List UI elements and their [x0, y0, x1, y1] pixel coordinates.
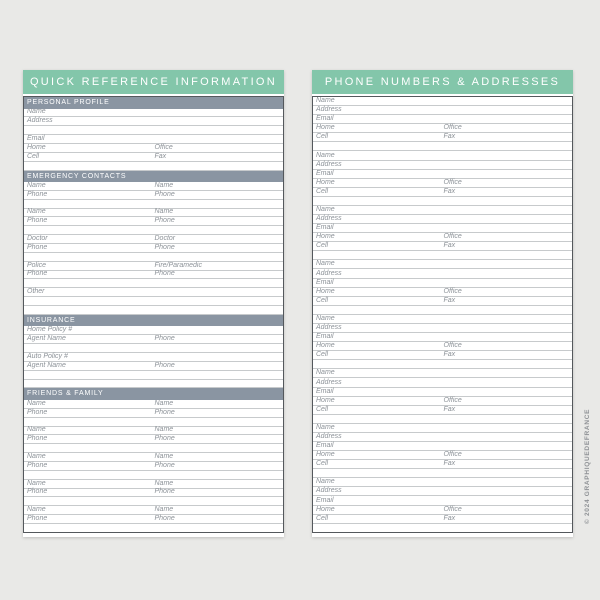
field-row	[313, 179, 572, 188]
field-row	[24, 262, 283, 271]
field-label-left: Home Policy #	[27, 326, 73, 334]
field-row	[24, 297, 283, 306]
field-label-left: Address	[316, 160, 342, 168]
field-row	[313, 433, 572, 442]
field-row	[24, 353, 283, 362]
field-label-left: Name	[316, 206, 335, 214]
field-row	[313, 206, 572, 215]
field-label-left: Phone	[27, 190, 48, 198]
field-row	[24, 371, 283, 380]
field-label-left: Address	[27, 117, 53, 125]
field-row	[24, 235, 283, 244]
field-label-left: Home	[316, 233, 335, 241]
field-label-left: Email	[316, 333, 334, 341]
field-row	[24, 279, 283, 288]
field-row	[24, 471, 283, 480]
field-row	[24, 306, 283, 315]
field-row	[313, 460, 572, 469]
field-label-left: Phone	[27, 270, 48, 278]
field-row	[24, 409, 283, 418]
field-label-left: Address	[316, 378, 342, 386]
field-label-right: Office	[443, 342, 462, 350]
field-label-right: Office	[443, 396, 462, 404]
field-label-left: Agent Name	[27, 361, 66, 369]
field-row	[24, 217, 283, 226]
field-row	[313, 188, 572, 197]
field-label-left: Phone	[27, 461, 48, 469]
field-label-left: Email	[316, 496, 334, 504]
field-row	[24, 271, 283, 280]
field-label-right: Phone	[154, 408, 175, 416]
field-row	[313, 251, 572, 260]
field-label-left: Name	[27, 208, 46, 216]
field-label-left: Cell	[316, 514, 329, 522]
field-label-right: Phone	[154, 217, 175, 225]
field-row	[313, 315, 572, 324]
quick-reference-table	[23, 96, 284, 533]
field-label-left: Cell	[316, 242, 329, 250]
field-label-right: Phone	[154, 461, 175, 469]
field-label-left: Email	[316, 442, 334, 450]
field-row	[24, 489, 283, 498]
field-label-right: Office	[443, 178, 462, 186]
field-row	[313, 115, 572, 124]
field-row	[313, 496, 572, 505]
field-label-right: Name	[154, 506, 174, 514]
field-label-left: Cell	[316, 405, 329, 413]
field-row	[313, 478, 572, 487]
field-label-left: Name	[27, 426, 46, 434]
field-label-right: Office	[443, 451, 462, 459]
section-header: FRIENDS & FAMILY	[24, 388, 283, 400]
field-label-left: Home	[27, 143, 46, 151]
field-row	[313, 124, 572, 133]
section-header: PERSONAL PROFILE	[24, 97, 283, 109]
field-label-left: Cell	[316, 351, 329, 359]
field-row	[313, 97, 572, 106]
field-label-left: Address	[316, 487, 342, 495]
field-row	[313, 161, 572, 170]
field-row	[313, 415, 572, 424]
field-label-right: Phone	[154, 270, 175, 278]
field-row	[313, 279, 572, 288]
field-row	[313, 342, 572, 351]
field-row	[24, 335, 283, 344]
field-row	[313, 260, 572, 269]
left-page-title: QUICK REFERENCE INFORMATION	[23, 70, 284, 94]
field-row	[313, 224, 572, 233]
field-label-left: Home	[316, 287, 335, 295]
field-label-left: Name	[316, 151, 335, 159]
field-label-right: Name	[154, 399, 174, 407]
field-label-left: Email	[316, 387, 334, 395]
field-label-right: Name	[154, 452, 174, 460]
field-row	[24, 380, 283, 389]
field-row	[24, 144, 283, 153]
field-label-left: Email	[316, 169, 334, 177]
field-row	[24, 117, 283, 126]
field-label-right: Doctor	[154, 235, 176, 243]
field-label-left: Address	[316, 106, 342, 114]
field-label-left: Email	[316, 115, 334, 123]
field-row	[24, 244, 283, 253]
field-label-left: Name	[316, 478, 335, 486]
field-row	[313, 197, 572, 206]
field-label-right: Phone	[154, 435, 175, 443]
field-label-left: Cell	[316, 460, 329, 468]
field-label-right: Fax	[443, 351, 456, 359]
field-label-left: Cell	[27, 152, 40, 160]
field-label-left: Phone	[27, 514, 48, 522]
field-label-left: Name	[316, 314, 335, 322]
field-label-left: Phone	[27, 217, 48, 225]
field-row	[313, 406, 572, 415]
field-row	[24, 126, 283, 135]
field-label-right: Name	[154, 426, 174, 434]
field-label-right: Phone	[154, 190, 175, 198]
field-label-left: Name	[316, 369, 335, 377]
field-row	[24, 200, 283, 209]
field-row	[24, 109, 283, 118]
field-label-left: Doctor	[27, 235, 48, 243]
field-row	[313, 397, 572, 406]
field-label-right: Name	[154, 208, 174, 216]
field-row	[24, 191, 283, 200]
field-row	[313, 388, 572, 397]
field-row	[313, 351, 572, 360]
field-row	[313, 288, 572, 297]
field-row	[24, 288, 283, 297]
field-row	[313, 360, 572, 369]
right-page	[312, 70, 573, 537]
field-label-right: Office	[443, 505, 462, 513]
field-row	[313, 378, 572, 387]
field-row	[313, 442, 572, 451]
field-label-right: Phone	[154, 243, 175, 251]
field-label-right: Fax	[443, 460, 456, 468]
field-row	[313, 170, 572, 179]
field-label-left: Cell	[316, 296, 329, 304]
field-row	[24, 135, 283, 144]
field-label-right: Office	[443, 287, 462, 295]
field-row	[313, 324, 572, 333]
field-label-right: Phone	[154, 335, 175, 343]
field-row	[313, 215, 572, 224]
field-row	[313, 297, 572, 306]
field-label-left: Name	[27, 452, 46, 460]
field-label-left: Address	[316, 432, 342, 440]
field-label-right: Phone	[154, 488, 175, 496]
field-row	[313, 151, 572, 160]
field-row	[24, 497, 283, 506]
field-label-left: Other	[27, 288, 45, 296]
field-row	[313, 142, 572, 151]
field-row	[313, 515, 572, 524]
field-row	[313, 369, 572, 378]
field-label-left: Address	[316, 324, 342, 332]
field-label-left: Cell	[316, 187, 329, 195]
field-label-left: Name	[27, 108, 46, 116]
field-label-right: Fax	[443, 187, 456, 195]
field-label-left: Address	[316, 269, 342, 277]
field-row	[24, 153, 283, 162]
field-label-left: Name	[316, 423, 335, 431]
field-row	[313, 333, 572, 342]
field-label-right: Office	[154, 143, 173, 151]
field-label-left: Name	[27, 181, 46, 189]
field-label-left: Home	[316, 396, 335, 404]
field-row	[24, 362, 283, 371]
field-label-left: Auto Policy #	[27, 352, 68, 360]
field-row	[313, 269, 572, 278]
field-label-left: Home	[316, 342, 335, 350]
field-label-left: Address	[316, 215, 342, 223]
field-label-right: Fax	[443, 296, 456, 304]
field-label-right: Fax	[154, 152, 167, 160]
field-row	[24, 182, 283, 191]
field-label-right: Name	[154, 479, 174, 487]
field-row	[24, 326, 283, 335]
field-row	[24, 418, 283, 427]
field-label-right: Fax	[443, 242, 456, 250]
field-row	[24, 462, 283, 471]
field-row	[24, 506, 283, 515]
field-row	[313, 524, 572, 532]
field-row	[313, 242, 572, 251]
field-label-right: Phone	[154, 361, 175, 369]
field-label-left: Phone	[27, 435, 48, 443]
field-label-left: Email	[316, 278, 334, 286]
field-row	[313, 133, 572, 142]
field-label-left: Home	[316, 178, 335, 186]
field-row	[24, 344, 283, 353]
field-label-left: Name	[27, 479, 46, 487]
field-label-left: Phone	[27, 488, 48, 496]
field-row	[313, 451, 572, 460]
field-label-left: Name	[316, 97, 335, 105]
field-row	[24, 524, 283, 532]
field-label-left: Police	[27, 261, 47, 269]
field-label-left: Phone	[27, 243, 48, 251]
field-row	[313, 469, 572, 478]
field-row	[313, 306, 572, 315]
field-row	[24, 253, 283, 262]
field-row	[24, 435, 283, 444]
field-row	[24, 209, 283, 218]
field-label-right: Fax	[443, 514, 456, 522]
field-row	[313, 106, 572, 115]
section-header: INSURANCE	[24, 315, 283, 327]
right-page-title: PHONE NUMBERS & ADDRESSES	[312, 70, 573, 94]
field-label-left: Email	[316, 224, 334, 232]
field-row	[24, 444, 283, 453]
field-label-left: Name	[27, 399, 46, 407]
field-row	[24, 400, 283, 409]
field-label-right: Phone	[154, 514, 175, 522]
field-label-right: Fax	[443, 405, 456, 413]
field-label-left: Home	[316, 451, 335, 459]
field-label-left: Agent Name	[27, 335, 66, 343]
field-row	[24, 226, 283, 235]
field-label-right: Office	[443, 233, 462, 241]
field-row	[313, 424, 572, 433]
field-label-right: Fire/Paramedic	[154, 261, 202, 269]
field-label-left: Home	[316, 124, 335, 132]
field-label-left: Phone	[27, 408, 48, 416]
left-page	[23, 70, 284, 537]
copyright-vertical-text: © 2024 GRAPHIQUEDEFRANCE	[584, 408, 591, 524]
field-row	[24, 480, 283, 489]
field-row	[313, 506, 572, 515]
field-row	[24, 427, 283, 436]
phone-address-table	[312, 96, 573, 533]
field-row	[24, 162, 283, 171]
field-label-left: Home	[316, 505, 335, 513]
field-label-left: Cell	[316, 133, 329, 141]
field-row	[313, 233, 572, 242]
field-row	[24, 515, 283, 524]
field-label-left: Email	[27, 134, 45, 142]
field-row	[313, 487, 572, 496]
field-label-right: Office	[443, 124, 462, 132]
field-label-right: Name	[154, 181, 174, 189]
field-row	[24, 453, 283, 462]
section-header: EMERGENCY CONTACTS	[24, 171, 283, 183]
field-label-left: Name	[27, 506, 46, 514]
field-label-right: Fax	[443, 133, 456, 141]
field-label-left: Name	[316, 260, 335, 268]
